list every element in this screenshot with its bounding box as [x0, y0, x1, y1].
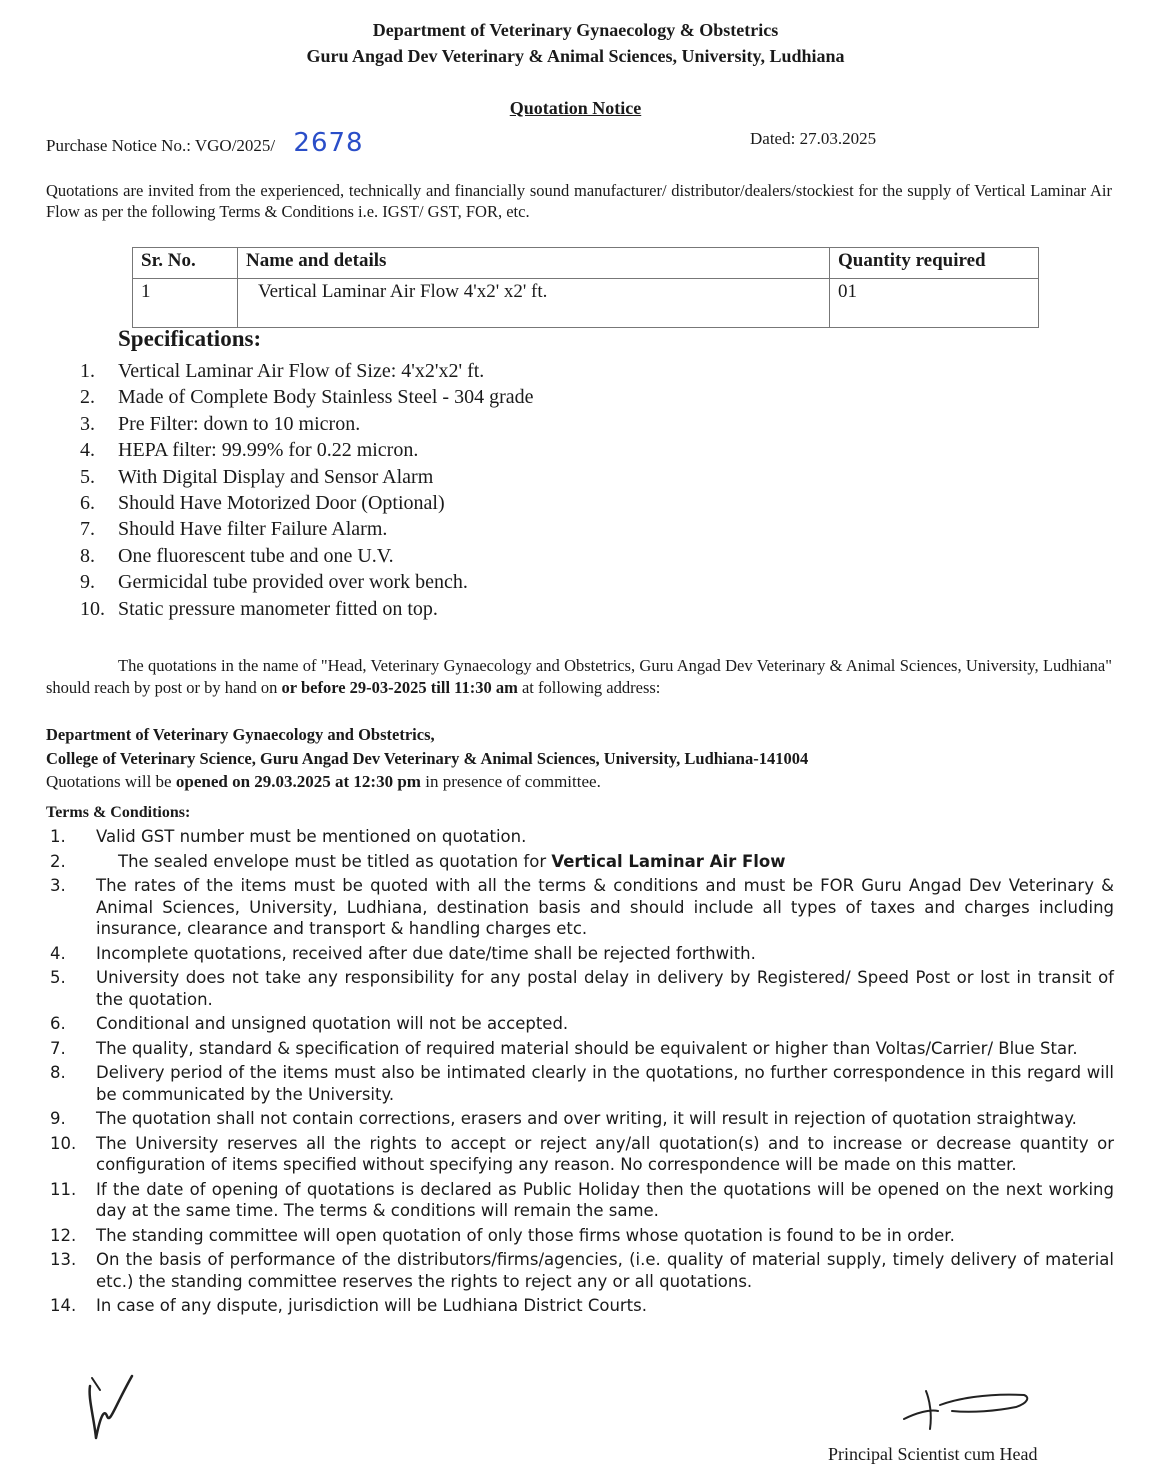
list-item: [46, 1133, 1114, 1176]
spec-number: 3.: [80, 412, 95, 435]
list-item: [80, 411, 780, 437]
terms-heading: Terms & Conditions:: [46, 804, 191, 821]
submission-paragraph: [46, 655, 1112, 699]
term-text: Incomplete quotations, received after due date/time shall be rejected forthwith.: [96, 943, 756, 963]
spec-number: 7.: [80, 518, 95, 541]
cell-sr-no: 1: [133, 279, 238, 328]
submission-deadline: or before 29-03-2025 till 11:30 am: [281, 678, 518, 697]
list-item: [46, 826, 1114, 848]
department-name: Department of Veterinary Gynaecology & Obstetrics: [372, 20, 779, 40]
purchase-notice-line: [46, 128, 364, 158]
term-text: Conditional and unsigned quotation will not be accepted.: [96, 1014, 569, 1033]
purchase-notice-label: Purchase Notice No.: VGO/2025/: [46, 136, 276, 155]
term-number: 10.: [50, 1133, 77, 1153]
spec-number: 9.: [80, 571, 95, 594]
spec-number: 2.: [80, 386, 95, 409]
list-item: [46, 1295, 1114, 1317]
opening-prefix: Quotations will be: [46, 772, 172, 791]
notice-date: Dated: 27.03.2025: [750, 129, 877, 148]
spec-text: Made of Complete Body Stainless Steel - 304 grade: [118, 386, 534, 409]
intro-paragraph: Quotations are invited from the experienced, technically and financially sound manufacturer/ distributor/dealers/stockiest for the supply of Vertical Laminar Air Flow as per the following Terms & Conditions i.e. IGST/ GST, FOR, etc.: [46, 181, 1112, 221]
list-item: [46, 851, 1114, 873]
table-row: [133, 279, 1039, 328]
term-text: In case of any dispute, jurisdiction will be Ludhiana District Courts.: [96, 1296, 647, 1315]
term-text: University does not take any responsibility for any postal delay in delivery by Registered/ Speed Post or lost in transit of the quotation.: [96, 968, 1114, 1009]
term-number: 11.: [50, 1179, 77, 1199]
spec-number: 6.: [80, 491, 95, 514]
list-item: [46, 967, 1114, 1010]
term-number: 13.: [50, 1250, 77, 1269]
term-number: 2.: [50, 851, 66, 871]
notice-title: Quotation Notice: [509, 98, 642, 118]
list-item: [80, 358, 780, 384]
term-number: 6.: [50, 1014, 66, 1033]
spec-number: 8.: [80, 544, 95, 567]
terms-list: [46, 826, 1114, 1320]
signature: [896, 1385, 1036, 1435]
term-text: The rates of the items must be quoted with all the terms & conditions and must be FOR Guru Angad Dev Veterinary & Animal Sciences, University, Ludhiana, destination basis and should include all types of taxes and charges including insurance, clearance and transport & handling charges etc.: [96, 876, 1114, 938]
spec-text: One fluorescent tube and one U.V.: [118, 544, 394, 567]
term-number: 7.: [50, 1038, 66, 1058]
spec-number: 1.: [80, 360, 95, 382]
opening-datetime: opened on 29.03.2025 at 12:30 pm: [175, 772, 421, 791]
term-number: 4.: [50, 943, 66, 963]
term-number: 5.: [50, 968, 66, 987]
list-item: [80, 464, 780, 490]
list-item: [80, 437, 780, 463]
spec-text: Germicidal tube provided over work bench.: [118, 571, 468, 594]
cell-quantity: 01: [830, 279, 1039, 328]
term-text: Delivery period of the items must also be intimated clearly in the quotations, no further correspondence in this regard will be communicated by the University.: [96, 1063, 1114, 1104]
address-line-1: Department of Veterinary Gynaecology and Obstetrics,: [46, 725, 435, 744]
column-header-quantity: Quantity required: [830, 248, 1039, 279]
list-item: [80, 516, 780, 542]
spec-text: Static pressure manometer fitted on top.: [118, 597, 438, 620]
term-text: On the basis of performance of the distributors/firms/agencies, (i.e. quality of material supply, timely delivery of material etc.) the standing committee reserves the rights to reject any or all quotations.: [96, 1250, 1114, 1291]
list-item: [46, 943, 1114, 965]
list-item: [46, 1013, 1114, 1035]
specifications-list: [80, 358, 780, 622]
term-text: The quotation shall not contain corrections, erasers and over writing, it will result in rejection of quotation straightway.: [96, 1109, 1077, 1128]
submission-text-part2: at following address:: [521, 678, 661, 697]
address-line-2: College of Veterinary Science, Guru Angad Dev Veterinary & Animal Sciences, University, Ludhiana-141004: [46, 749, 809, 768]
list-item: [80, 543, 780, 569]
list-item: [46, 1108, 1114, 1130]
spec-text: Should Have Motorized Door (Optional): [118, 491, 445, 514]
submission-text-part1: The quotations in the name of "Head, Veterinary Gynaecology and Obstetrics, Guru Angad Dev Veterinary & Animal Sciences, University, Ludhiana" should reach by post or by hand on: [46, 656, 1112, 697]
spec-text: With Digital Display and Sensor Alarm: [118, 465, 434, 488]
list-item: [80, 569, 780, 595]
list-item: [80, 490, 780, 516]
term-bold-text: Vertical Laminar Air Flow: [551, 851, 786, 871]
handwritten-initials: [80, 1368, 140, 1448]
signoff-designation: Principal Scientist cum Head: [828, 1444, 1038, 1464]
term-text: The sealed envelope must be titled as quotation for: [118, 851, 547, 871]
list-item: [80, 384, 780, 410]
term-number: 14.: [50, 1296, 77, 1315]
items-table: [132, 247, 1039, 328]
list-item: [46, 1038, 1114, 1060]
column-header-name-details: Name and details: [238, 248, 830, 279]
list-item: [46, 1062, 1114, 1105]
spec-text: Pre Filter: down to 10 micron.: [118, 412, 361, 435]
cell-name-details: Vertical Laminar Air Flow 4'x2' x2' ft.: [238, 279, 830, 328]
term-text: Valid GST number must be mentioned on quotation.: [96, 827, 527, 846]
term-number: 12.: [50, 1225, 77, 1245]
column-header-sr-no: Sr. No.: [133, 248, 238, 279]
list-item: [46, 1249, 1114, 1292]
term-number: 3.: [50, 876, 66, 895]
spec-number: 5.: [80, 465, 95, 488]
opening-suffix: in presence of committee.: [425, 772, 601, 791]
term-text: The standing committee will open quotation of only those firms whose quotation is found to be in order.: [96, 1225, 955, 1245]
spec-text: HEPA filter: 99.99% for 0.22 micron.: [118, 439, 419, 462]
list-item: [46, 875, 1114, 940]
opening-line: [46, 772, 601, 792]
term-number: 1.: [50, 827, 66, 846]
list-item: [80, 596, 780, 622]
items-table-header-row: [133, 248, 1039, 279]
term-text: The quality, standard & specification of required material should be equivalent or higher than Voltas/Carrier/ Blue Star.: [96, 1038, 1078, 1058]
term-number: 8.: [50, 1063, 66, 1082]
term-text: If the date of opening of quotations is declared as Public Holiday then the quotations will be opened on the next working day at the same time. The terms & conditions will remain the same.: [96, 1179, 1114, 1220]
term-text: The University reserves all the rights to accept or reject any/all quotation(s) and to increase or decrease quantity or configuration of items specified without specifying any reason. No correspondence will be made on this matter.: [96, 1133, 1114, 1174]
list-item: [46, 1179, 1114, 1222]
purchase-notice-handwritten-number: 2678: [293, 128, 364, 158]
university-name: Guru Angad Dev Veterinary & Animal Sciences, University, Ludhiana: [306, 46, 845, 66]
spec-number: 4.: [80, 439, 95, 462]
specifications-heading: Specifications:: [118, 326, 262, 351]
spec-text: Should Have filter Failure Alarm.: [118, 518, 388, 541]
term-number: 9.: [50, 1109, 66, 1128]
spec-number: 10.: [80, 597, 105, 620]
list-item: [46, 1225, 1114, 1247]
spec-text: Vertical Laminar Air Flow of Size: 4'x2'x2' ft.: [118, 360, 485, 382]
